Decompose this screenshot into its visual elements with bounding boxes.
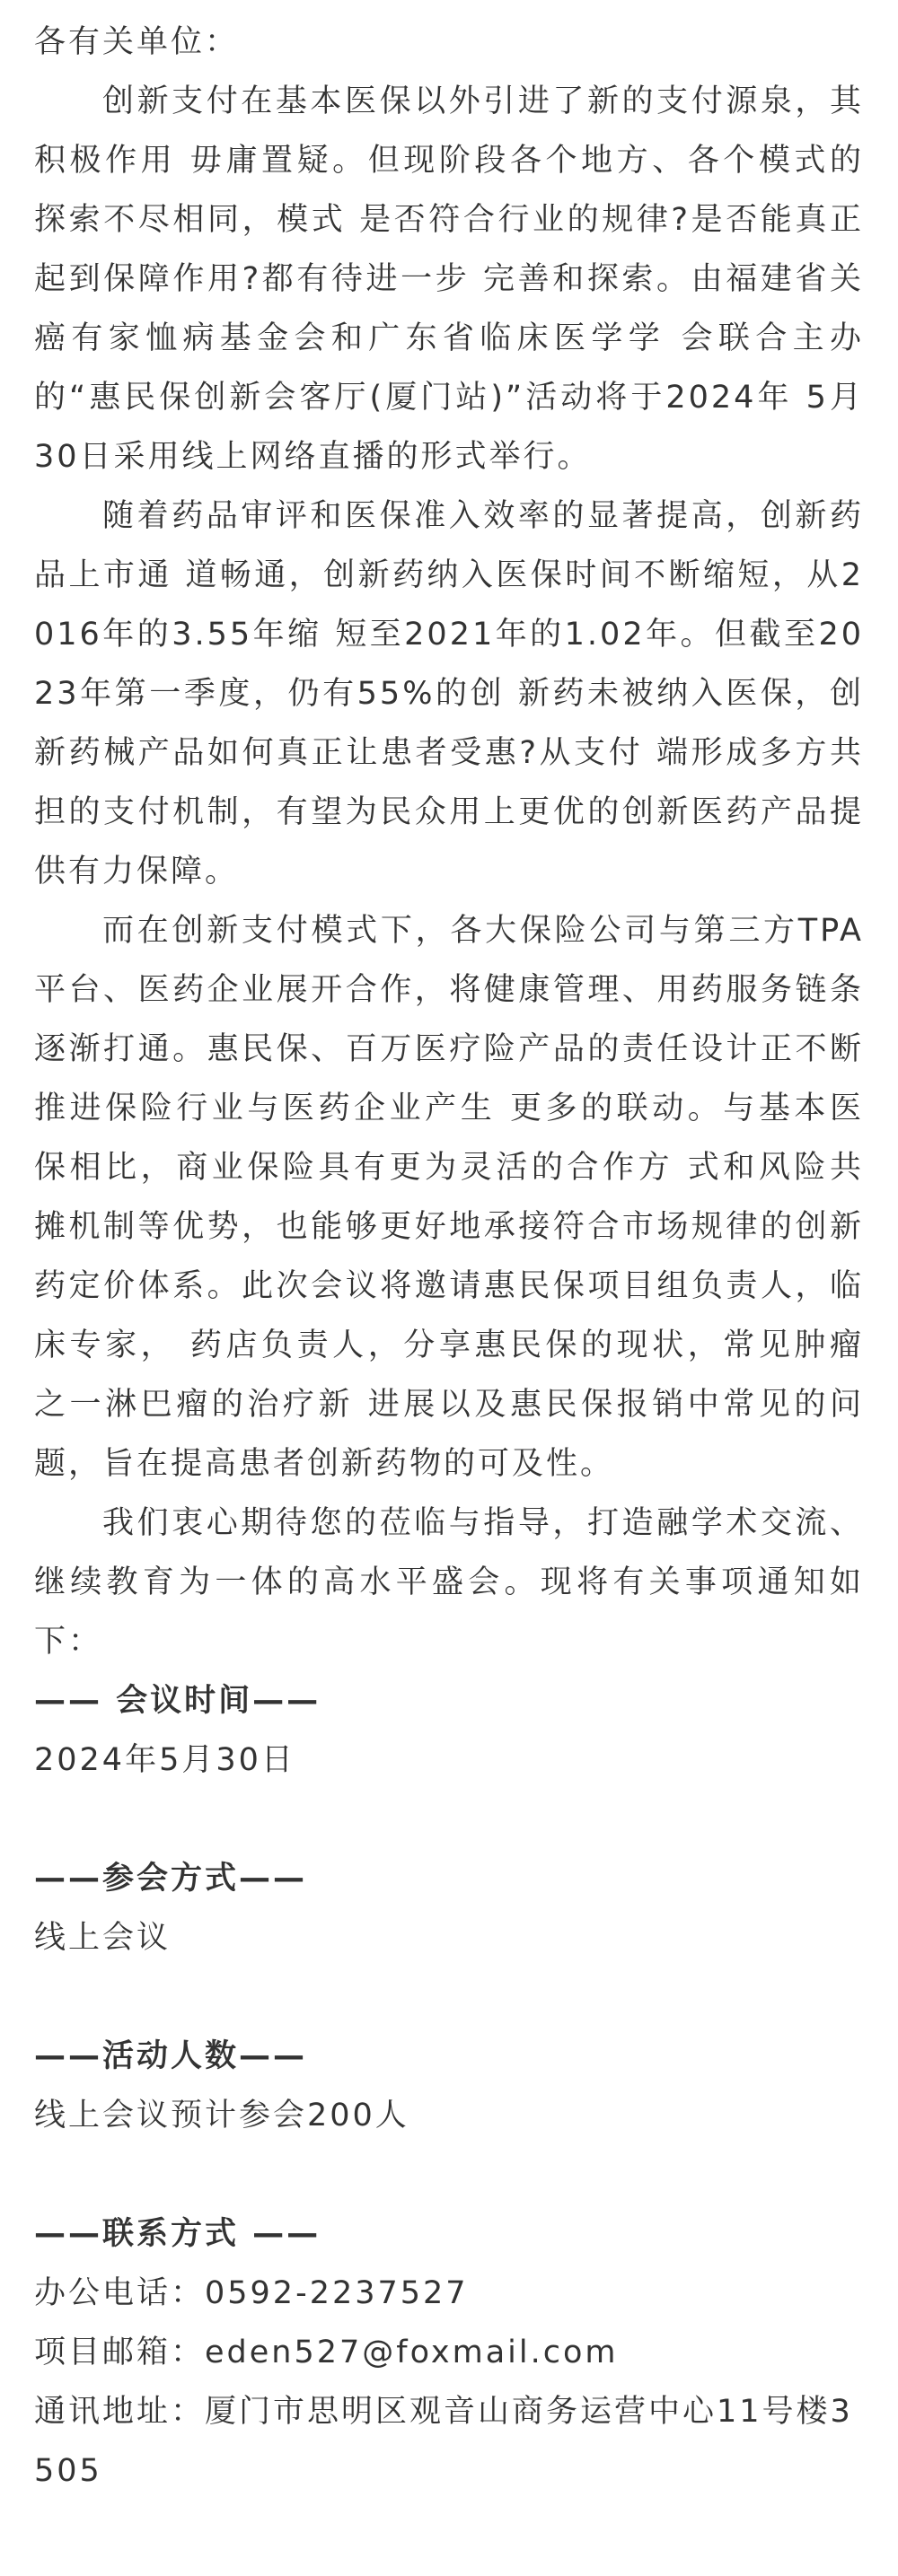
contact-email[interactable]: 项目邮箱：eden527@foxmail.com	[34, 2335, 619, 2370]
paragraph-innovative-payment: 而在创新支付模式下，各大保险公司与第三方TPA平台、医药企业展开合作，将健康管理、用药服务链条逐渐打通。惠民保、百万医疗险产品的责任设计正不断推进保险行业与医药企业产生 更多的联动。与基本医保相比，商业保险具有更为灵活的合作方 式和风险共摊机制等优势，也能够更好地承接符合市场规律的创新药定价体系。此次会议将邀请惠民保项目组负责人，临床专家， 药店负责人，分享惠民保的现状，常见肿瘤之一淋巴瘤的治疗新 进展以及惠民保报销中常见的问题，旨在提高患者创新药物的可及性。	[34, 913, 864, 1482]
meeting-time-section	[34, 1671, 864, 1790]
contact-title: ——联系方式 ——	[34, 2216, 321, 2252]
meeting-time-value: 2024年5月30日	[34, 1742, 295, 1778]
contact-address: 通讯地址：厦门市思明区观音山商务运营中心11号楼3505	[34, 2394, 853, 2489]
paragraph-intro: 创新支付在基本医保以外引进了新的支付源泉，其积极作用 毋庸置疑。但现阶段各个地方、各个模式的探索不尽相同，模式 是否符合行业的规律?是否能真正起到保障作用?都有待进一步 完善和探索。由福建省关癌有家恤病基金会和广东省临床医学学 会联合主办的“惠民保创新会客厅(厦门站)”活动将于2024年 5月30日采用线上网络直播的形式举行。	[34, 83, 864, 475]
participant-count-value: 线上会议预计参会200人	[34, 2098, 409, 2134]
greeting: 各有关单位：	[34, 24, 240, 60]
meeting-time-title: —— 会议时间——	[34, 1683, 321, 1719]
paragraph-invitation: 我们衷心期待您的莅临与指导，打造融学术交流、继续教育为一体的高水平盛会。现将有关事项通知如下：	[34, 1505, 864, 1660]
participant-count-title: ——活动人数——	[34, 2038, 308, 2074]
contact-section	[34, 2204, 864, 2501]
attendance-method-title: ——参会方式——	[34, 1861, 308, 1897]
attendance-method-section	[34, 1849, 864, 1967]
participant-count-section	[34, 2027, 864, 2145]
paragraph-drug-approval: 随着药品审评和医保准入效率的显著提高，创新药品上市通 道畅通，创新药纳入医保时间不断缩短，从2016年的3.55年缩 短至2021年的1.02年。但截至2023年第一季度，仍有55%的创 新药未被纳入医保，创新药械产品如何真正让患者受惠?从支付 端形成多方共担的支付机制，有望为民众用上更优的创新医药产品提供有力保障。	[34, 498, 864, 889]
attendance-method-value: 线上会议	[34, 1920, 172, 1956]
contact-phone: 办公电话：0592-2237527	[34, 2275, 469, 2311]
